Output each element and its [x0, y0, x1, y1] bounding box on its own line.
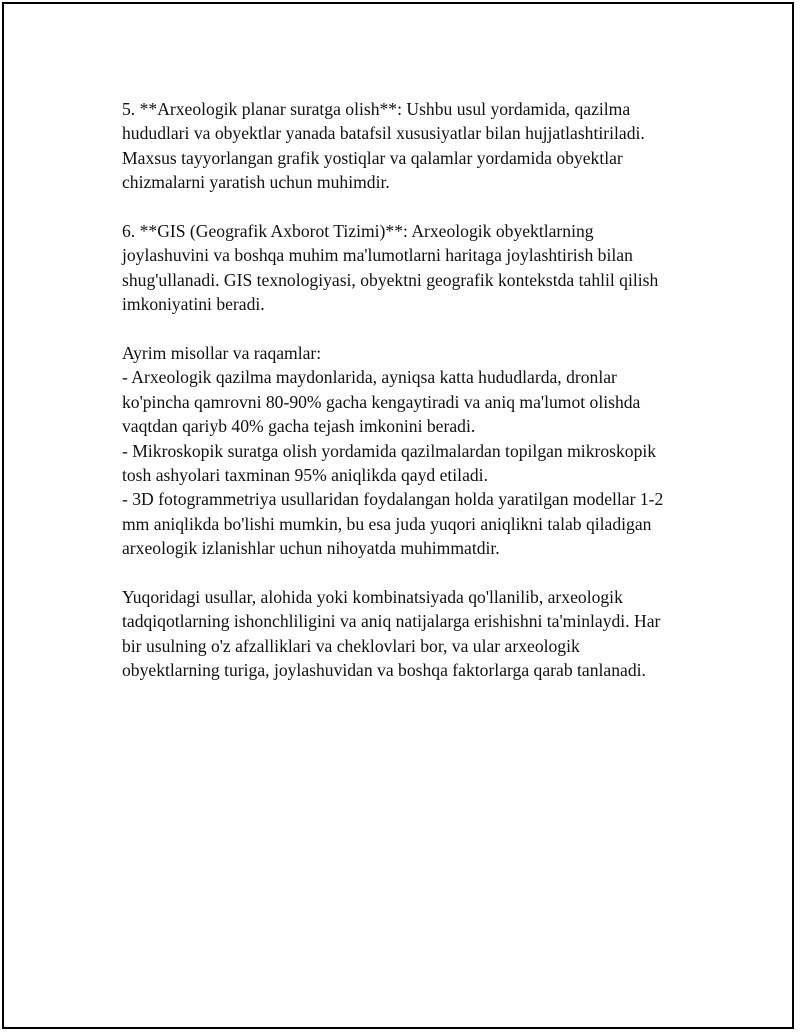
- text-line: chizmalarni yaratish uchun muhimdir.: [122, 172, 390, 193]
- text-line: 5. **Arxeologik planar suratga olish**: Ushbu usul yordamida, qazilma: [122, 99, 631, 119]
- text-line: shug'ullanadi. GIS texnologiyasi, obyektni geografik kontekstda tahlil qilish: [122, 269, 659, 290]
- text-line: Yuqoridagi usullar, alohida yoki kombinatsiyada qo'llanilib, arxeologik: [122, 587, 623, 608]
- paragraph-examples: [122, 341, 702, 561]
- text-line: - 3D fotogrammetriya usullaridan foydalangan holda yaratilgan modellar 1-2: [122, 489, 664, 510]
- paragraph-spacer: [122, 561, 702, 585]
- text-line: obyektlarning turiga, joylashuvidan va boshqa faktorlarga qarab tanlanadi.: [122, 660, 646, 681]
- text-line: arxeologik izlanishlar uchun nihoyatda muhimmatdir.: [122, 538, 500, 559]
- document-body: [122, 97, 702, 683]
- examples-heading: Ayrim misollar va raqamlar:: [122, 343, 322, 364]
- paragraph-spacer: [122, 195, 702, 219]
- text-line: tosh ashyolari taxminan 95% aniqlikda qayd etiladi.: [122, 465, 488, 486]
- page-border: [2, 2, 794, 1029]
- text-line: 6. **GIS (Geografik Axborot Tizimi)**: Arxeologik obyektlarning: [122, 221, 594, 242]
- text-line: imkoniyatini beradi.: [122, 294, 265, 315]
- text-line: bir usulning o'z afzalliklari va cheklovlari bor, va ular arxeologik: [122, 635, 580, 656]
- text-line: vaqtdan qariyb 40% gacha tejash imkonini beradi.: [122, 416, 476, 437]
- paragraph-item-5: [122, 97, 702, 195]
- text-line: - Arxeologik qazilma maydonlarida, ayniqsa katta hududlarda, dronlar: [122, 367, 617, 388]
- text-line: joylashuvini va boshqa muhim ma'lumotlarni haritaga joylashtirish bilan: [122, 245, 633, 266]
- paragraph-item-6: [122, 219, 702, 317]
- paragraph-spacer: [122, 317, 702, 341]
- paragraph-conclusion: [122, 585, 702, 683]
- text-line: - Mikroskopik suratga olish yordamida qazilmalardan topilgan mikroskopik: [122, 440, 657, 461]
- text-line: hududlari va obyektlar yanada batafsil xususiyatlar bilan hujjatlashtiriladi.: [122, 123, 645, 144]
- text-line: Maxsus tayyorlangan grafik yostiqlar va qalamlar yordamida obyektlar: [122, 147, 623, 168]
- text-line: mm aniqlikda bo'lishi mumkin, bu esa juda yuqori aniqlikni talab qiladigan: [122, 513, 652, 534]
- text-line: ko'pincha qamrovni 80-90% gacha kengaytiradi va aniq ma'lumot olishda: [122, 391, 641, 412]
- text-line: tadqiqotlarning ishonchliligini va aniq natijalarga erishishni ta'minlaydi. Har: [122, 611, 661, 632]
